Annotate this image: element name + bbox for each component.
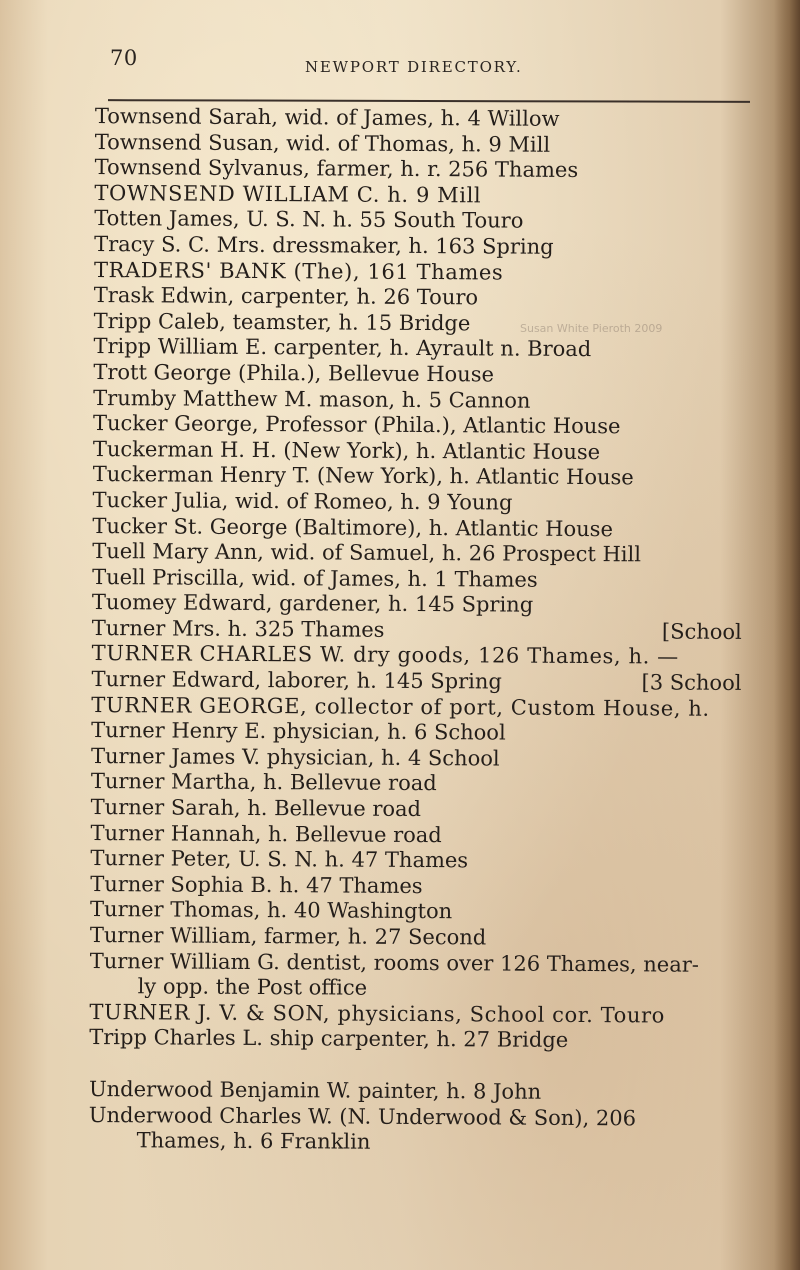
entry-continued (89, 1128, 739, 1158)
entry (94, 258, 744, 288)
entry-text: TURNER GEORGE, collector of port, Custom House, h. (91, 692, 710, 721)
entry (89, 1000, 739, 1030)
entry-text: TOWNSEND WILLIAM C. h. 9 Mill (94, 180, 482, 208)
entry (93, 360, 743, 390)
entry-text: Tripp Charles L. ship carpenter, h. 27 Bridge (89, 1025, 569, 1053)
entry-text: Tucker George, Professor (Phila.), Atlantic House (92, 411, 621, 439)
entry-continued (90, 974, 740, 1004)
entry-text: Townsend Susan, wid. of Thomas, h. 9 Mill (94, 129, 551, 157)
entry-text: Tuell Priscilla, wid. of James, h. 1 Thames (92, 564, 538, 592)
entry-text: Trott George (Phila.), Bellevue House (93, 359, 495, 387)
entry (94, 181, 744, 211)
entry-text: Trumby Matthew M. mason, h. 5 Cannon (93, 385, 531, 413)
entry (93, 462, 743, 492)
entry (91, 667, 741, 697)
entry-text: Turner Hannah, h. Bellevue road (90, 820, 442, 847)
entry (94, 206, 744, 236)
entry-text: Thames, h. 6 Franklin (136, 1128, 371, 1154)
entry-text: Turner Edward, laborer, h. 145 Spring (91, 667, 502, 694)
entry (89, 1103, 739, 1133)
book-spine-shadow (774, 0, 800, 1270)
entry-text: Tucker Julia, wid. of Romeo, h. 9 Young (92, 487, 513, 515)
entry-text: Turner Sarah, h. Bellevue road (90, 795, 422, 822)
page-number: 70 (110, 46, 138, 70)
entry-continuation: [3 School (641, 670, 742, 696)
entry-text: Underwood Charles W. (N. Underwood & Son), 206 (88, 1102, 637, 1130)
entry-text: Turner Peter, U. S. N. h. 47 Thames (90, 846, 469, 873)
entry (91, 718, 741, 748)
entry-text: Tracy S. C. Mrs. dressmaker, h. 163 Spring (94, 231, 554, 259)
entry (90, 821, 740, 851)
entry (89, 1077, 739, 1107)
entry (92, 488, 742, 518)
entry-text: Tuckerman Henry T. (New York), h. Atlantic House (92, 462, 634, 490)
section-gap (89, 1051, 739, 1081)
entry-text: Tuckerman H. H. (New York), h. Atlantic House (92, 436, 601, 464)
entry-text: Totten James, U. S. N. h. 55 South Touro (94, 206, 524, 233)
entry-text: Townsend Sarah, wid. of James, h. 4 Willow (94, 104, 560, 131)
entry (94, 283, 744, 313)
entry (95, 104, 745, 134)
entry (92, 565, 742, 595)
entry (93, 334, 743, 364)
entry (93, 411, 743, 441)
entry-text: Tripp William E. carpenter, h. Ayrault n. Broad (93, 334, 592, 362)
entry (92, 513, 742, 543)
entry-text: TRADERS' BANK (The), 161 Thames (93, 257, 504, 285)
entry-text: TURNER J. V. & SON, physicians, School cor. Touro (89, 999, 666, 1028)
entry (94, 232, 744, 262)
header-rule (108, 99, 750, 103)
entry (92, 590, 742, 620)
entry (92, 539, 742, 569)
entry-text: Turner Martha, h. Bellevue road (90, 769, 437, 796)
entry (93, 437, 743, 467)
entry (94, 309, 744, 339)
entry-text: TURNER CHARLES W. dry goods, 126 Thames, h. — (91, 641, 679, 670)
entry (90, 897, 740, 927)
entry (90, 949, 740, 979)
entry (90, 846, 740, 876)
entry (91, 795, 741, 825)
directory-entries (89, 104, 745, 1158)
entry-text: Tuell Mary Ann, wid. of Samuel, h. 26 Prospect Hill (92, 539, 642, 567)
entry (90, 923, 740, 953)
entry (91, 693, 741, 723)
running-head: NEWPORT DIRECTORY. (305, 58, 523, 76)
entry (90, 872, 740, 902)
entry-text: Turner Thomas, h. 40 Washington (90, 897, 453, 924)
entry-text: Turner William, farmer, h. 27 Second (89, 922, 487, 950)
entry (89, 1025, 739, 1055)
entry-continuation: [School (661, 619, 742, 644)
entry-text: Trask Edwin, carpenter, h. 26 Touro (93, 283, 479, 310)
entry (92, 641, 742, 671)
entry-text: Turner James V. physician, h. 4 School (90, 743, 500, 771)
entry-text: Turner Sophia B. h. 47 Thames (90, 871, 423, 898)
watermark: Susan White Pieroth 2009 (520, 322, 663, 335)
entry (95, 130, 745, 160)
entry-text: Tuomey Edward, gardener, h. 145 Spring (91, 590, 534, 617)
entry (95, 155, 745, 185)
entry-text: Tripp Caleb, teamster, h. 15 Bridge (93, 308, 471, 336)
entry (91, 744, 741, 774)
entry-text: Turner Henry E. physician, h. 6 School (91, 718, 506, 745)
entry (92, 616, 742, 646)
entry-text: Turner William G. dentist, rooms over 126 Thames, near- (89, 948, 699, 977)
entry-text: Turner Mrs. h. 325 Thames (91, 615, 385, 642)
entry (91, 769, 741, 799)
entry-text: Townsend Sylvanus, farmer, h. r. 256 Thames (94, 155, 579, 183)
entry-text: Underwood Benjamin W. painter, h. 8 John (88, 1076, 542, 1104)
entry-text: ly opp. the Post office (137, 974, 368, 1000)
entry (93, 386, 743, 416)
entry-text: Tucker St. George (Baltimore), h. Atlantic House (92, 513, 613, 541)
